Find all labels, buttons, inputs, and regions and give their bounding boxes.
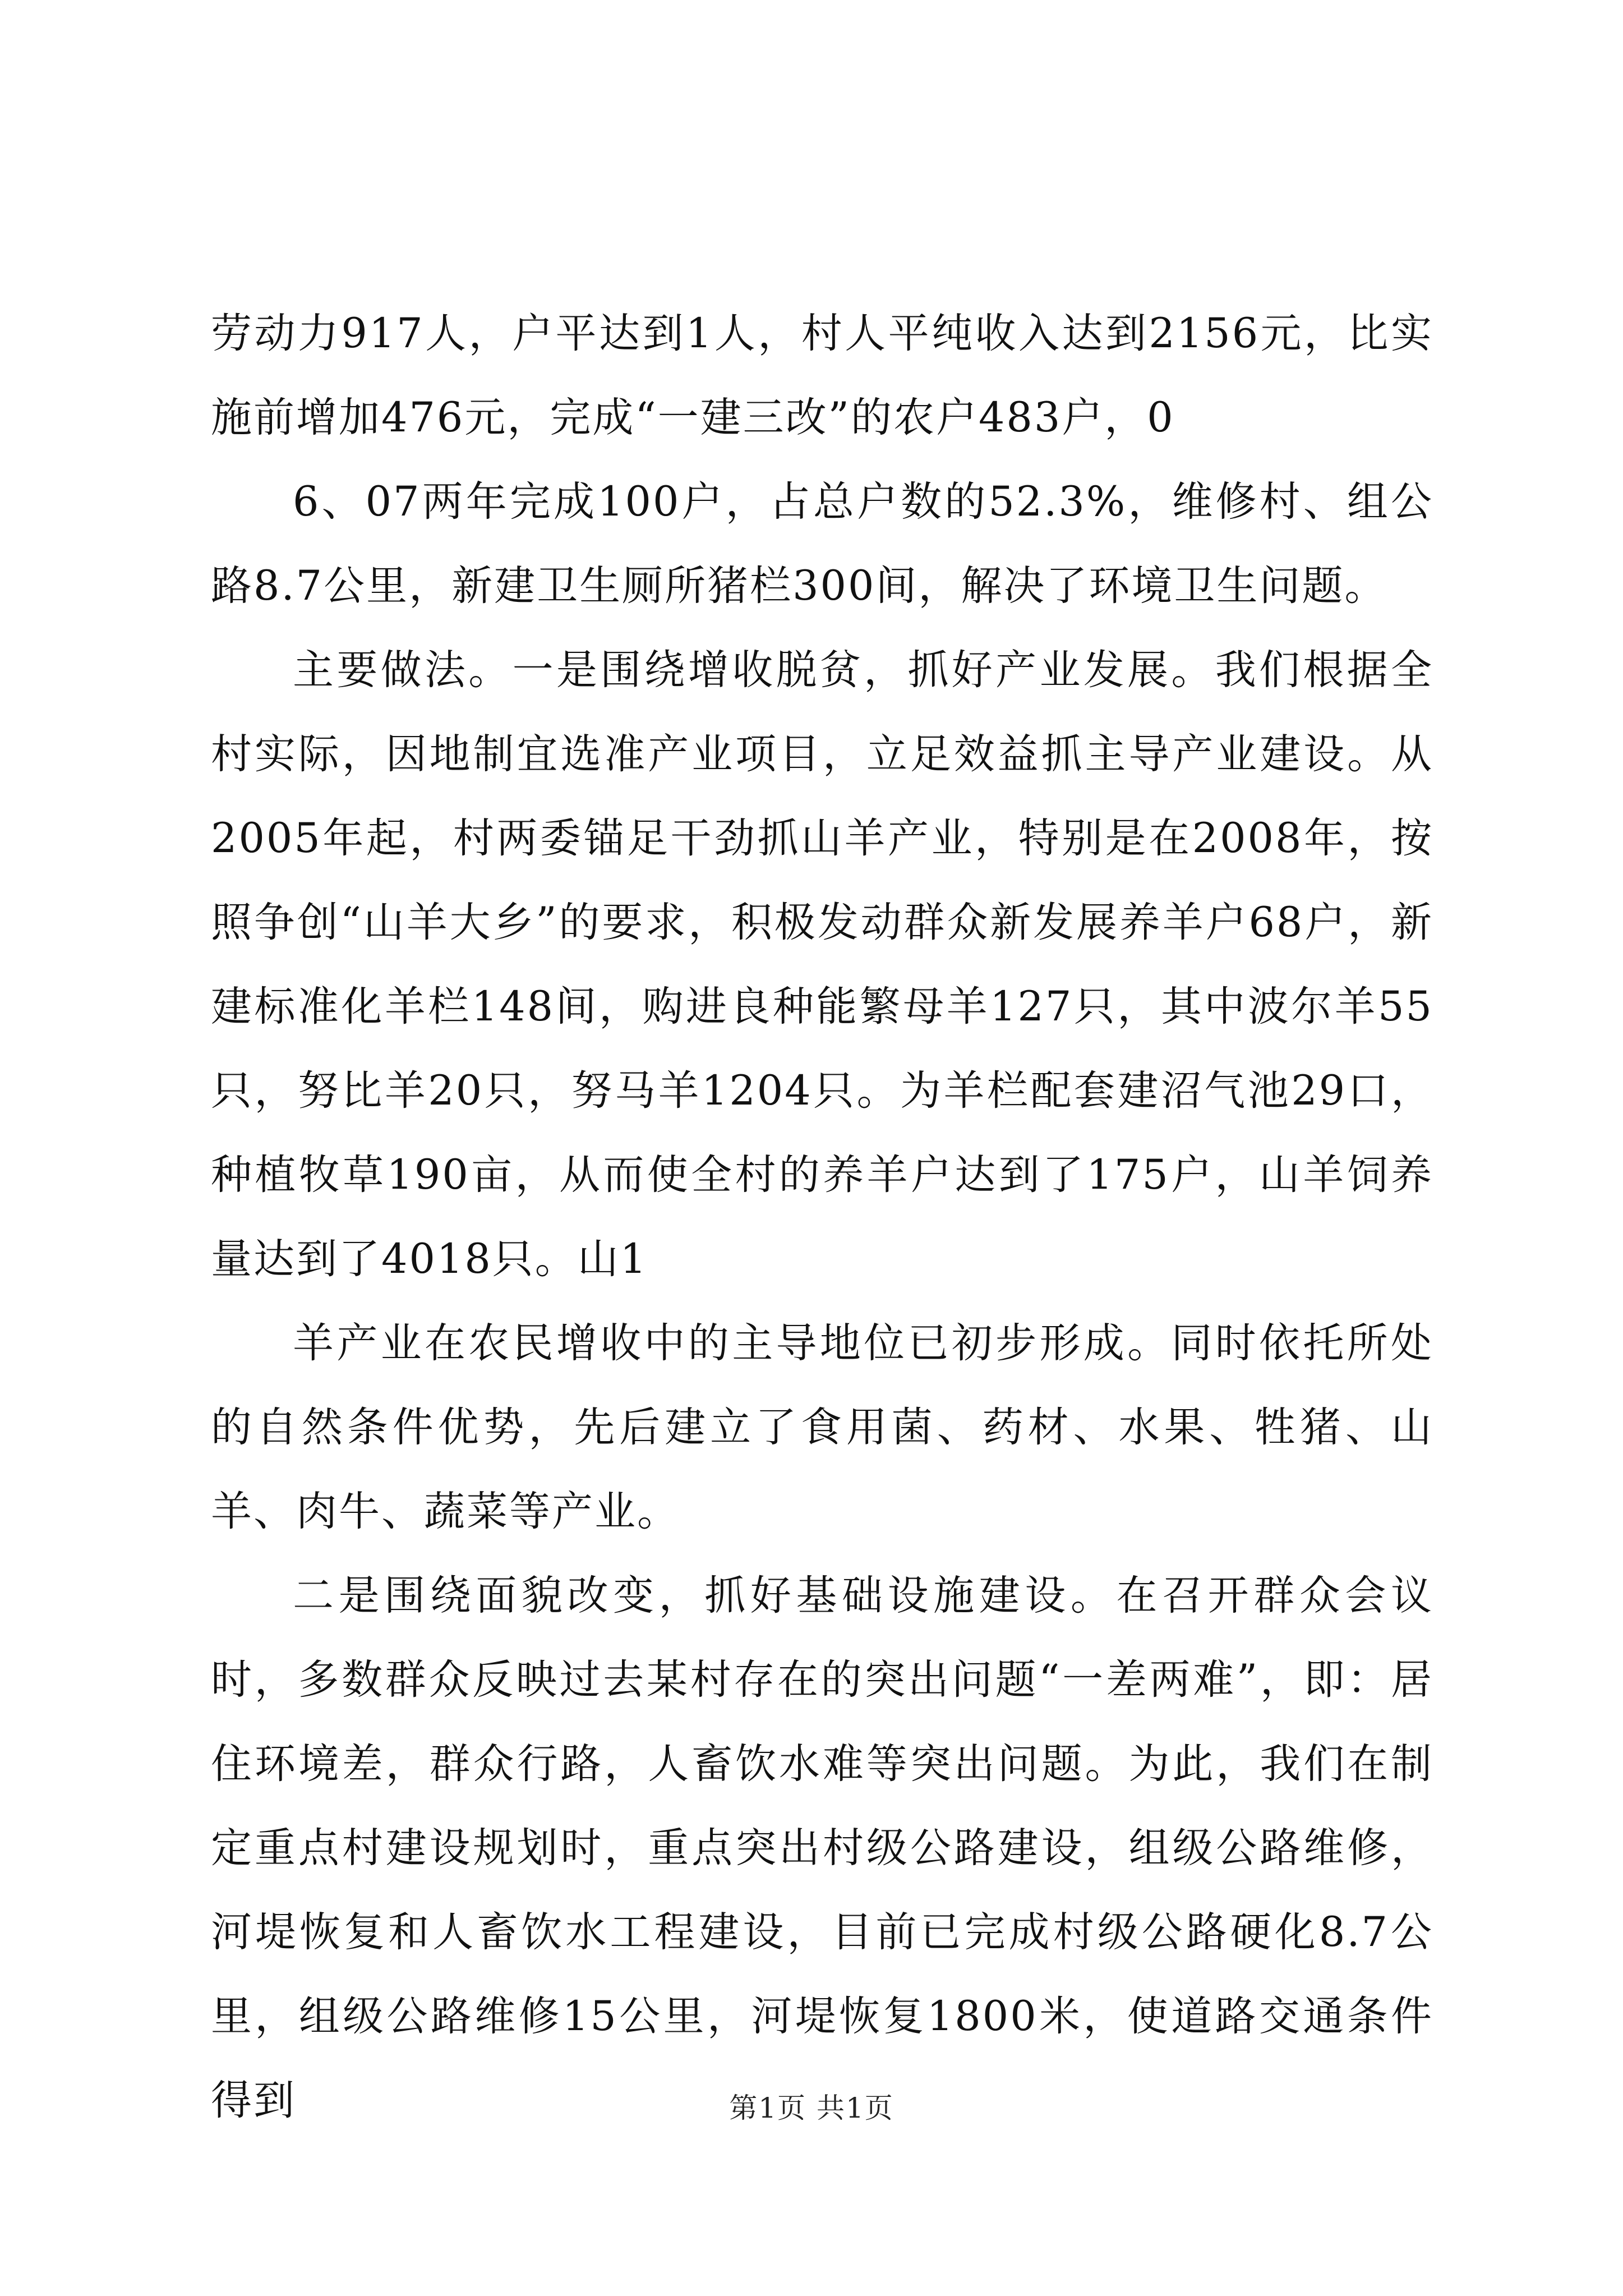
paragraph-1: 劳动力917人，户平达到1人，村人平纯收入达到2156元，比实施前增加476元，完成“一建三改”的农户483户，0 [211,310,1433,441]
paragraph-2: 6、07两年完成100户，占总户数的52.3%，维修村、组公路8.7公里，新建卫生厕所猪栏300间，解决了环境卫生问题。 [211,478,1433,610]
page-number-label: 第1页 共1页 [729,2092,894,2124]
paragraph-4: 羊产业在农民增收中的主导地位已初步形成。同时依托所处的自然条件优势，先后建立了食用菌、药材、水果、牲猪、山羊、肉牛、蔬菜等产业。 [211,1319,1433,1535]
paragraph-3: 主要做法。一是围绕增收脱贫，抓好产业发展。我们根据全村实际，因地制宜选准产业项目，立足效益抓主导产业建设。从2005年起，村两委锚足干劲抓山羊产业，特别是在2008年，按照争创“山羊大乡”的要求，积极发动群众新发展养羊户68户，新建标准化羊栏148间，购进良种能繁母羊127只，其中波尔羊55只，努比羊20只，努马羊1204只。为羊栏配套建沼气池29口，种植牧草190亩，从而使全村的养羊户达到了175户，山羊饲养量达到了4018只。山1 [211,646,1433,1283]
page-footer [0,2091,1623,2125]
document-body [211,292,1433,2143]
paragraph-5: 二是围绕面貌改变，抓好基础设施建设。在召开群众会议时，多数群众反映过去某村存在的突出问题“一差两难”，即：居住环境差，群众行路，人畜饮水难等突出问题。为此，我们在制定重点村建设规划时，重点突出村级公路建设，组级公路维修，河堤恢复和人畜饮水工程建设，目前已完成村级公路硬化8.7公里，组级公路维修15公里，河堤恢复1800米，使道路交通条件得到 [211,1572,1433,2124]
